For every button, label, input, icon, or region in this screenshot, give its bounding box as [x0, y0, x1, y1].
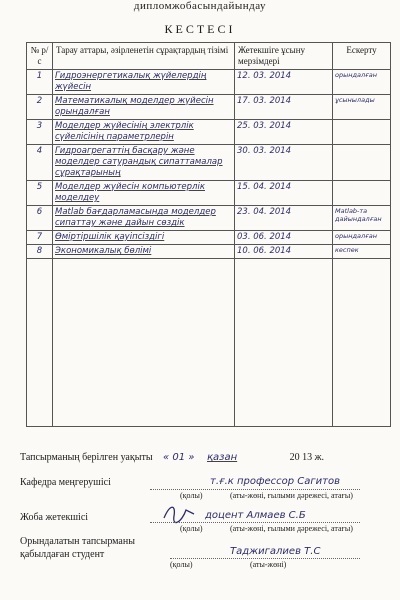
- row-deadline: 15. 04. 2014: [237, 182, 292, 192]
- issued-day: « 01 »: [163, 452, 195, 463]
- row-number: 3: [36, 121, 43, 131]
- row-number: 1: [36, 71, 43, 81]
- row-number: 7: [36, 232, 43, 242]
- row-number: 6: [36, 207, 43, 217]
- head-name: т.ғ.к профессор Сагитов: [210, 476, 341, 487]
- table-row: [27, 70, 391, 95]
- row-note: Matlab-та дайындалған: [335, 207, 382, 223]
- issued-label: Тапсырманың берілген уақыты: [20, 452, 153, 463]
- row-title: Математикалық моделдер жүйесін орындалған: [55, 96, 214, 117]
- row-note: орындалған: [335, 71, 377, 79]
- column-header-title: Тарау аттары, әзірленетін сұрақтардың тізімі: [53, 43, 235, 70]
- column-header-number: № р/с: [27, 43, 53, 70]
- table-empty-row: [27, 259, 391, 427]
- row-note: орындалған: [335, 232, 377, 240]
- issued-month: қазан: [206, 452, 238, 463]
- row-deadline: 23. 04. 2014: [237, 207, 292, 217]
- head-label: Кафедра меңгерушісі: [20, 477, 111, 488]
- head-line: [150, 489, 360, 490]
- row-deadline: 30. 03. 2014: [237, 146, 292, 156]
- row-title: Өміртіршілік қауіпсіздігі: [55, 232, 165, 242]
- table-row: [27, 95, 391, 120]
- column-header-deadline: Жетекшіге ұсыну мерзімдері: [235, 43, 333, 70]
- supervisor-sign-caption: (қолы): [180, 524, 203, 533]
- column-header-note: Ескерту: [333, 43, 391, 70]
- row-number: 8: [36, 246, 43, 256]
- table-row: [27, 245, 391, 259]
- supervisor-name-caption: (аты-жөні, ғылыми дәрежесі, атағы): [230, 524, 353, 533]
- student-name: Таджигалиев Т.С: [230, 546, 321, 557]
- table-header-row: [27, 43, 391, 70]
- supervisor-name: доцент Алмаев С.Б: [205, 510, 306, 521]
- table-row: [27, 120, 391, 145]
- row-note: ұсынылады: [335, 96, 375, 104]
- row-deadline: 17. 03. 2014: [237, 96, 292, 106]
- row-title: Экономикалық бөлімі: [55, 246, 152, 256]
- student-label-1: Орындалатын тапсырманы: [20, 536, 135, 547]
- table-row: [27, 181, 391, 206]
- row-note: кеспек: [335, 246, 359, 254]
- row-number: 2: [36, 96, 43, 106]
- student-label-2: қабылдаған студент: [20, 549, 105, 560]
- row-deadline: 25. 03. 2014: [237, 121, 292, 131]
- table-row: [27, 231, 391, 245]
- head-sign-caption: (қолы): [180, 491, 203, 500]
- row-deadline: 12. 03. 2014: [237, 71, 292, 81]
- row-deadline: 10. 06. 2014: [237, 246, 292, 256]
- head-name-caption: (аты-жөні, ғылыми дәрежесі, атағы): [230, 491, 353, 500]
- row-deadline: 03. 06. 2014: [237, 232, 292, 242]
- watermark: ⠀: [293, 97, 329, 138]
- header-top-line: дипломжобасындайындау: [133, 0, 267, 12]
- schedule-table: [26, 42, 391, 427]
- table-row: [27, 206, 391, 231]
- page-title: КЕСТЕСІ: [164, 22, 236, 36]
- supervisor-line: [150, 522, 360, 523]
- table-row: [27, 145, 391, 181]
- student-line: [170, 558, 360, 559]
- student-sign-caption: (қолы): [170, 560, 193, 569]
- supervisor-label: Жоба жетекшісі: [20, 512, 89, 523]
- row-number: 5: [36, 182, 43, 192]
- row-title: Гидроагрегаттің басқару және моделдер сатурандық сипаттамалар сұрақтарының: [55, 146, 223, 178]
- row-title: Гидроэнергетикалық жүйелердің жүйесін: [55, 71, 207, 92]
- issued-year: 20 13 ж.: [289, 452, 325, 463]
- row-title: Моделдер жүйесінің электрлік сүйелісінің параметрлерін: [55, 121, 194, 142]
- row-title: Matlab бағдарламасында моделдер сипаттау және дайын сөздік: [55, 207, 216, 228]
- row-number: 4: [36, 146, 43, 156]
- issued-line: [20, 452, 324, 463]
- student-name-caption: (аты-жөні): [250, 560, 287, 569]
- row-title: Моделдер жүйесін компьютерлік моделдеу: [55, 182, 205, 203]
